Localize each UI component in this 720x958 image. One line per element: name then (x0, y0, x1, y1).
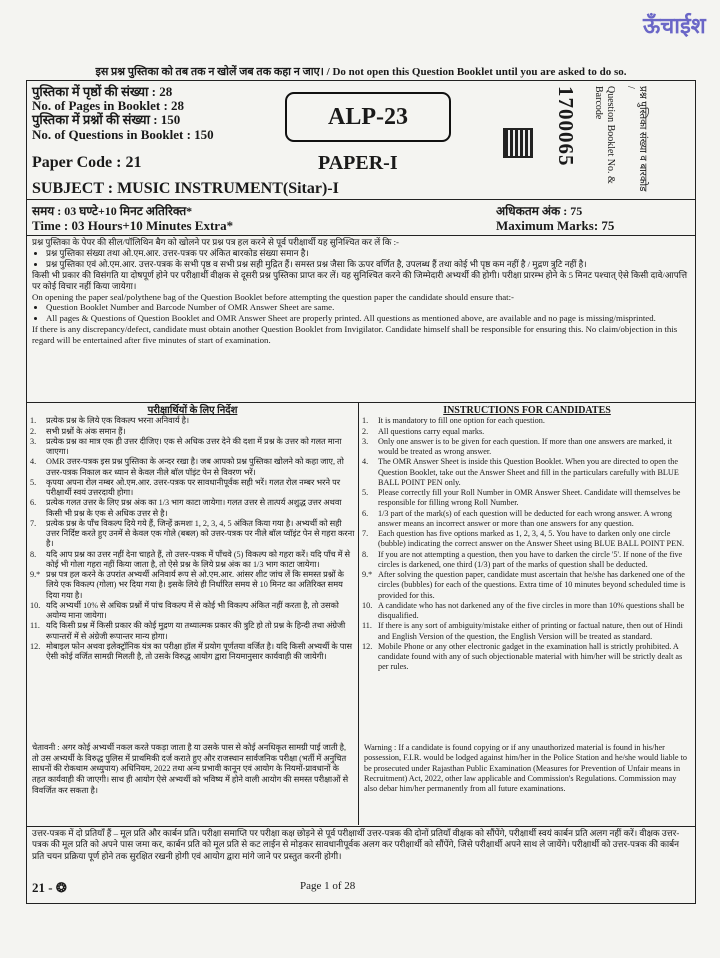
time-english: Time : 03 Hours+10 Minutes Extra* (32, 218, 234, 233)
instruction-number: 4. (362, 457, 369, 467)
logo-mark: ऊँचाईश (643, 14, 706, 39)
intro-hindi-tail: किसी भी प्रकार की विसंगति या दोषपूर्ण होने पर परीक्षार्थी वीक्षक से दूसरी प्रश्न पुस्तिका प्राप्त कर लें। यह सुनिश्चित करने की जिम्मेदारी अभ्यर्थी की होगी। परीक्षा प्रारम्भ होने के 5 मिनट पश्चात् ऐसे किसी दावे/आपत्ति पर कोई विचार नहीं किया जायेगा। (32, 269, 688, 291)
instruction-text: प्रत्येक प्रश्न के लिये एक विकल्प भरना अनिवार्य है। (46, 416, 190, 426)
instruction-number: 10. (30, 600, 41, 610)
hindi-instructions-title: परीक्षार्थियों के लिए निर्देश (147, 405, 238, 416)
marks-hindi: अधिकतम अंक : 75 (496, 204, 583, 218)
instruction-number: 9.* (30, 570, 41, 579)
intro-english-lead: On opening the paper seal/polythene bag of the Question Booklet before attempting the question paper the candidate should ensure that:- (32, 291, 514, 302)
divider (26, 402, 696, 403)
instruction-text: यदि आप प्रश्न का उत्तर नहीं देना चाहते हैं, तो उत्तर-पत्रक में पाँचवे (5) विकल्प को गहरा करें। यदि पाँच में से कोई भी गोला गहरा नहीं किया जाता है, तो ऐसे प्रश्न के लिये प्रश्न अंक का 1/3 भाग काटा जायेगा। (46, 549, 351, 569)
instruction-number: 8. (30, 549, 37, 559)
intro-english-bullet: • All pages & Questions of Question Booklet and OMR Answer Sheet are properly printed. All questions as mentioned above, are available and no page is missing/misprinted. (46, 313, 692, 324)
instruction-item (30, 550, 355, 571)
instruction-number: 4. (30, 457, 37, 467)
instruction-item (362, 427, 692, 437)
instruction-number: 1. (362, 416, 369, 426)
instruction-text: 1/3 part of the mark(s) of each question will be deducted for each wrong answer. A wrong answer means an incorrect answer or more than one answers for any question. (378, 508, 672, 528)
questions-english: No. of Questions in Booklet : 150 (32, 126, 214, 142)
divider (26, 826, 696, 827)
instruction-item (30, 437, 355, 458)
instruction-text: It is mandatory to fill one option for each question. (378, 416, 545, 426)
top-warning: इस प्रश्न पुस्तिका को तब तक न खोलें जब तक कहा न जाए। / Do not open this Question Booklet until you are asked to do so. (95, 66, 627, 78)
instruction-item (30, 621, 355, 642)
intro-hindi-bullet: • प्रश्न पुस्तिका संख्या तथा ओ.एम.आर. उत्तर-पत्रक पर अंकित बारकोड संख्या समान है। (46, 248, 692, 259)
instruction-item (362, 529, 692, 550)
english-instructions-list (362, 416, 692, 672)
instruction-item (30, 427, 355, 437)
instruction-text: कृपया अपना रोल नम्बर ओ.एम.आर. उत्तर-पत्रक पर सावधानीपूर्वक सही भरें। गलत रोल नम्बर भरने पर परीक्षार्थी स्वयं उत्तरदायी होगा। (46, 477, 341, 497)
intro-section (32, 237, 692, 346)
bottom-code: 21 - ❂ (32, 880, 67, 895)
instruction-text: If you are not attempting a question, then you have to darken the circle '5'. If none of the five circles is darkened, one third (1/3) part of the marks of question shall be deducted. (378, 549, 683, 569)
hindi-instructions (30, 406, 355, 662)
instruction-item (30, 478, 355, 499)
hindi-warning: चेतावनी : अगर कोई अभ्यर्थी नकल करते पकड़ा जाता है या उसके पास से कोई अनधिकृत सामग्री पाई जाती है, तो उस अभ्यर्थी के विरुद्ध पुलिस में प्राथमिकी दर्ज कराते हुए और राजस्थान सार्वजनिक परीक्षा (भर्ती में अनुचित साधनों की रोकथाम अध्युपाय) अधिनियम, 2022 तथा अन्य प्रभावी कानून एवं आयोग के नियमों-प्रावधानों के तहत कार्यवाही की जाएगी। साथ ही आयोग ऐसे अभ्यर्थी को भविष्य में होने वाली आयोग की समस्त परीक्षाओं से विवर्जित कर सकता है। (32, 743, 349, 795)
instruction-item (30, 601, 355, 622)
time-hindi: समय : 03 घण्टे+10 मिनट अतिरिक्त* (32, 204, 193, 218)
instruction-number: 3. (30, 436, 37, 446)
qr-code-icon (503, 128, 533, 158)
intro-english-tail: If there is any discrepancy/defect, candidate must obtain another Question Booklet from Invigilator. Candidate himself shall be responsible for ensuring this. No claim/objection in this regard will be entertained after five minutes of start of examination. (32, 324, 678, 346)
page-number: Page 1 of 28 (300, 880, 356, 892)
instruction-text: मोबाइल फोन अथवा इलेक्ट्रॉनिक यंत्र का परीक्षा हॉल में प्रयोग पूर्णतया वर्जित है। यदि किसी अभ्यर्थी के पास ऐसी कोई वर्जित सामग्री मिलती है, तो उसके विरुद्ध आयोग द्वारा नियमानुसार कार्यवाही की जायेगी। (46, 641, 352, 661)
instruction-number: 5. (362, 488, 369, 497)
instruction-text: सभी प्रश्नों के अंक समान हैं। (46, 426, 126, 436)
instruction-text: Please correctly fill your Roll Number in OMR Answer Sheet. Candidate will themselves be responsible for filling wrong Roll Number. (378, 488, 681, 508)
instruction-number: 12. (362, 641, 373, 651)
intro-hindi-lead: प्रश्न पुस्तिका के पेपर की सील/पॉलिथिन बैग को खोलने पर प्रश्न पत्र हल करने से पूर्व परीक्षार्थी यह सुनिश्चित कर लें कि :- (32, 237, 399, 247)
paper-label: PAPER-I (318, 152, 398, 174)
subject-line: SUBJECT : MUSIC INSTRUMENT(Sitar)-I (32, 180, 339, 197)
booklet-code-box: ALP-23 (285, 92, 451, 142)
instruction-text: प्रत्येक प्रश्न के पाँच विकल्प दिये गये हैं, जिन्हें क्रमशः 1, 2, 3, 4, 5 अंकित किया गया है। अभ्यर्थी को सही उत्तर निर्दिष्ट करते हुए उनमें से केवल एक गोले (बबल) को उत्तर-पत्रक पर नीले बॉल प्वॉइंट पेन से गहरा करना है। (46, 518, 355, 549)
instruction-number: 9.* (362, 570, 373, 579)
instruction-item (362, 601, 692, 622)
instruction-text: All questions carry equal marks. (378, 426, 485, 436)
instruction-item (362, 457, 692, 488)
instruction-number: 1. (30, 416, 37, 426)
instruction-item (362, 621, 692, 642)
instruction-text: A candidate who has not darkened any of the five circles in more than 10% questions shall be disqualified. (378, 600, 685, 620)
pages-english: No. of Pages in Booklet : 28 (32, 98, 185, 114)
instruction-number: 5. (30, 477, 37, 487)
barcode-number: 1700065 (554, 86, 578, 167)
footer-note: उत्तर-पत्रक में दो प्रतियाँ हैं – मूल प्रति और कार्बन प्रति। परीक्षा समाप्ति पर परीक्षा कक्ष छोड़ने से पूर्व परीक्षार्थी उत्तर-पत्रक की दोनों प्रतियाँ वीक्षक को सौंपेंगे, परीक्षार्थी स्वयं कार्बन प्रति अलग नहीं करें। वीक्षक उत्तर-पत्रक की मूल प्रति को अपने पास जमा कर, कार्बन प्रति को मूल प्रति से कट लाईन से मोड़कर सावधानीपूर्वक अलग कर परीक्षार्थी को सौंपेंगे, जिसे परीक्षार्थी अपने साथ ले जायेंगे। परीक्षार्थी को उत्तर-पत्रक की कार्बन प्रति चयन प्रक्रिया पूर्ण होने तक सुरक्षित रखनी होगी एवं आयोग द्वारा मांगे जाने पर प्रस्तुत करनी होगी। (32, 828, 680, 861)
instruction-item (30, 416, 355, 426)
instruction-text: After solving the question paper, candidate must ascertain that he/she has darkened one of the circles (bubbles) for each of the questions. Extra time of 10 minutes beyond scheduled time is provided for this. (378, 570, 686, 600)
booklet-no-label: Question Booklet No. & Barcode (593, 86, 616, 184)
instruction-number: 2. (362, 426, 369, 436)
pages-hindi: पुस्तिका में पृष्ठों की संख्या : 28 (32, 84, 173, 99)
paper-code: Paper Code : 21 (32, 154, 142, 171)
divider (26, 199, 696, 200)
instruction-text: The OMR Answer Sheet is inside this Question Booklet. When you are directed to open the Question Booklet, take out the Answer Sheet and fill in the particulars carefully with BLUE BALL POINT PEN only. (378, 457, 679, 487)
instruction-number: 3. (362, 436, 369, 446)
instruction-item (30, 519, 355, 550)
booklet-no-label-hindi: प्रश्न पुस्तिका संख्या व बारकोड / (625, 86, 648, 192)
divider (26, 235, 696, 236)
instruction-text: यदि किसी प्रश्न में किसी प्रकार की कोई मुद्रण या तथ्यात्मक प्रकार की त्रुटि हो तो प्रश्न के हिन्दी तथा अंग्रेजी रूपान्तरों में से अंग्रेजी रूपान्तर मान्य होगा। (46, 621, 346, 641)
english-instructions (362, 406, 692, 673)
instruction-number: 11. (362, 621, 372, 631)
intro-english-bullet: • Question Booklet Number and Barcode Number of OMR Answer Sheet are same. (46, 302, 692, 313)
instruction-number: 11. (30, 621, 40, 631)
column-divider (358, 402, 359, 825)
instruction-text: OMR उत्तर-पत्रक इस प्रश्न पुस्तिका के अन्दर रखा है। जब आपको प्रश्न पुस्तिका खोलने को कहा जाए, तो उत्तर-पत्रक निकाल कर ध्यान से केवल नीले बॉल पॉइंट पेन से विवरण भरें। (46, 457, 344, 477)
instruction-text: Only one answer is to be given for each question. If more than one answers are marked, it would be treated as wrong answer. (378, 436, 672, 456)
instruction-item (362, 488, 692, 509)
instruction-number: 6. (30, 498, 37, 508)
instruction-item (30, 642, 355, 663)
instruction-item (30, 457, 355, 478)
instruction-number: 10. (362, 600, 373, 610)
instruction-number: 7. (362, 529, 369, 538)
instruction-number: 7. (30, 518, 37, 528)
instruction-text: Mobile Phone or any other electronic gadget in the examination hall is strictly prohibited. A candidate found with any of such objectionable material with him/her will be strictly dealt as per rules. (378, 641, 683, 672)
instruction-text: प्रश्न पत्र हल करने के उपरांत अभ्यर्थी अनिवार्य रूप से ओ.एम.आर. आंसर शीट जांच लें कि समस्त प्रश्नों के लिये एक विकल्प (गोला) भर दिया गया है। इसके लिये ही निर्धारित समय से 10 मिनट का अतिरिक्त समय दिया गया है। (46, 570, 344, 600)
english-instructions-title: INSTRUCTIONS FOR CANDIDATES (443, 405, 611, 416)
instruction-item (362, 509, 692, 530)
booklet-info (32, 85, 214, 142)
instruction-item (362, 550, 692, 571)
instruction-number: 12. (30, 641, 41, 651)
instruction-item (362, 642, 692, 673)
instruction-number: 8. (362, 549, 369, 559)
instruction-item (362, 437, 692, 458)
instruction-number: 2. (30, 426, 37, 436)
hindi-instructions-list (30, 416, 355, 662)
instruction-text: If there is any sort of ambiguity/mistake either of printing or factual nature, then out of Hindi and English Version of the question, the English Version will be treated as standard. (378, 621, 683, 641)
instruction-text: प्रत्येक प्रश्न का मात्र एक ही उत्तर दीजिए। एक से अधिक उत्तर देने की दशा में प्रश्न के उत्तर को गलत माना जाएगा। (46, 436, 342, 456)
marks-english: Maximum Marks: 75 (496, 218, 615, 233)
instruction-item (362, 416, 692, 426)
instruction-text: Each question has five options marked as 1, 2, 3, 4, 5. You have to darken only one circle (bubble) indicating the correct answer on the Answer Sheet using BLUE BALL POINT PEN. (378, 529, 685, 549)
instruction-number: 6. (362, 508, 369, 518)
instruction-item (30, 570, 355, 601)
instruction-text: प्रत्येक गलत उत्तर के लिए प्रश्न अंक का 1/3 भाग काटा जायेगा। गलत उत्तर से तात्पर्य अशुद्ध उत्तर अथवा किसी भी प्रश्न के एक से अधिक उत्तर से है। (46, 498, 342, 518)
intro-hindi-bullet: • प्रश्न पुस्तिका एवं ओ.एम.आर. उत्तर-पत्रक के सभी पृष्ठ व सभी प्रश्न सही मुद्रित हैं। समस्त प्रश्न जैसा कि ऊपर वर्णित है, उपलब्ध हैं तथा कोई भी पृष्ठ कम नहीं है / मुद्रण त्रुटि नहीं है। (46, 259, 692, 270)
instruction-item (30, 498, 355, 519)
instruction-text: यदि अभ्यर्थी 10% से अधिक प्रश्नों में पांच विकल्प में से कोई भी विकल्प अंकित नहीं करता है, तो उसको अयोग्य माना जायेगा। (46, 600, 339, 620)
questions-hindi: पुस्तिका में प्रश्नों की संख्या : 150 (32, 112, 181, 128)
english-warning: Warning : If a candidate is found copying or if any unauthorized material is found in his/her possession, F.I.R. would be lodged against him/her in the Police Station and he/she would liable to be prosecuted under Rajasthan Public Examination (Measures for Prevention of Unfair means in Recruitment) Act, 2022, other law applicable and Commission's Regulations. Commission may also debar him/her permanently from all future examinations. (364, 743, 687, 794)
instruction-item (362, 570, 692, 601)
